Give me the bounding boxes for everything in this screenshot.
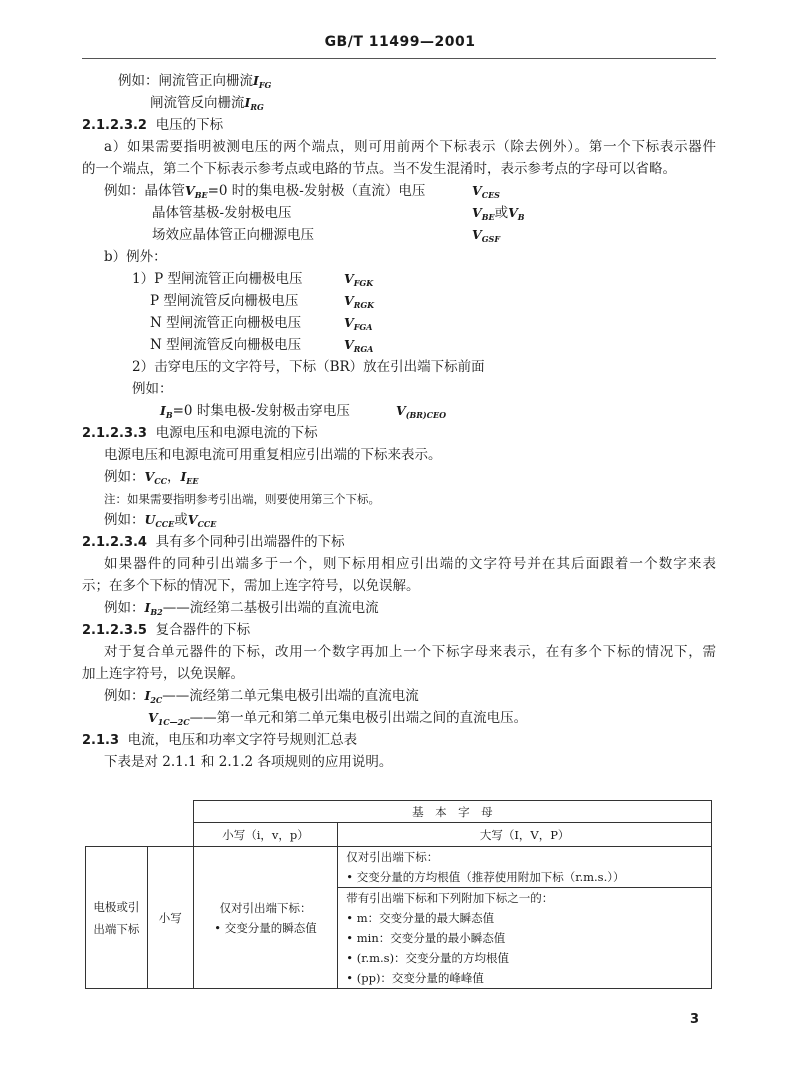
section-heading: 2.1.2.3.5 复合器件的下标 [82,622,251,638]
page-number: 3 [690,1012,700,1027]
table-cell-line: • (r.m.s)：交变分量的方均根值 [346,951,510,965]
example-label: 例如： [132,381,173,397]
table-cell-line: • 交变分量的方均根值（推荐使用附加下标（r.m.s.）） [338,867,711,888]
paragraph-line: 的一个端点，第二个下标表示参考点或电路的节点。当不发生混淆时，表示参考点的字母可以省略。 [82,161,676,177]
section-heading: 2.1.2.3.3 电源电压和电源电流的下标 [82,425,318,441]
example-line: 例如：$I_{B2}——$流经第二基极引出端的直流电流 [104,600,379,617]
section-heading: 2.1.3 电流，电压和功率文字符号规则汇总表 [82,732,358,748]
paragraph-line: 如果器件的同种引出端多于一个，则下标用相应引出端的文字符号并在其后面跟着一个数字来表 [104,556,716,572]
paragraph-line: 电源电压和电源电流可用重复相应引出端的下标来表示。 [104,447,442,463]
note-line: 注：如果需要指明参考引出端，则要使用第三个下标。 [104,492,380,506]
example-line: 晶体管基极-发射极电压 [152,205,292,221]
table-cell-line: 带有引出端下标和下列附加下标之一的： [346,891,554,905]
list-item: N 型闸流管反向栅极电压 [150,337,302,353]
list-item: 2）击穿电压的文字符号，下标（BR）放在引出端下标前面 [132,359,485,375]
example-line: 闸流管反向栅流$I_{RG}$ [150,95,264,112]
table-cell-line: • 交变分量的瞬态值 [214,920,317,935]
list-item: N 型闸流管正向栅极电压 [150,315,302,331]
paragraph-line: 示；在多个下标的情况下，需加上连字符号，以免误解。 [82,578,420,594]
paragraph-line: 下表是对 2.1.1 和 2.1.2 各项规则的应用说明。 [104,754,393,770]
paragraph-line: 对于复合单元器件的下标，改用一个数字再加上一个下标字母来表示，在有多个下标的情况下，需 [104,644,716,660]
example-line: 例如：$V_{CC}$，$I_{EE}$ [104,469,199,486]
list-item: P 型闸流管反向栅极电压 [150,293,299,309]
example-line: $I_B=0$ 时集电极-发射极击穿电压 [160,403,350,420]
symbol-value: $V_{RGK}$ [344,293,375,310]
symbol-value: $V_{CES}$ [472,183,500,200]
symbol-value: $V_{FGK}$ [344,271,374,288]
paragraph-line: 加上连字符号，以免误解。 [82,666,244,682]
list-item: 1）P 型闸流管正向栅极电压 [132,271,303,287]
table-cell-line: • m：交变分量的最大瞬态值 [346,911,495,925]
table-corner-lower [86,823,194,847]
example-line: 例如：$I_{2C}——$流经第二单元集电极引出端的直流电流 [104,688,419,705]
list-heading: b）例外： [104,249,167,265]
table-row-sublabel: 小写 [147,847,193,989]
table-cell-line: • min：交变分量的最小瞬态值 [346,931,506,945]
paragraph-line: a）如果需要指明被测电压的两个端点，则可用前两个下标表示（除去例外）。第一个下标表示器件 [104,139,716,155]
symbol-value: $V_{(BR)CEO}$ [396,403,447,420]
example-line: 场效应晶体管正向栅源电压 [152,227,314,243]
symbol-value: $V_{RGA}$ [344,337,374,354]
table-header-uppercase: 大写（I，V，P） [338,823,712,847]
example-line: 例如：$U_{CCE}$或$V_{CCE}$ [104,512,217,529]
symbol-value: $V_{GSF}$ [472,227,500,244]
table-cell-line: 仅对引出端下标： [346,850,439,864]
table-row-label: 电极或引出端下标 [86,847,148,989]
table-cell-line: • (pp)：交变分量的峰峰值 [346,971,484,985]
table-cell-lowercase [193,847,338,989]
symbol-value: $V_{FGA}$ [344,315,373,332]
example-line: $V_{1C—2C}——$第一单元和第二单元集电极引出端之间的直流电压。 [148,710,528,727]
example-line: 例如：闸流管正向栅流$I_{FG}$ [118,73,272,90]
table-corner [86,801,194,823]
document-header: GB/T 11499—2001 [324,34,476,50]
rules-summary-table [85,800,712,989]
section-heading: 2.1.2.3.2 电压的下标 [82,117,224,133]
table-cell-line: 仅对引出端下标： [219,900,312,915]
table-header-lowercase: 小写（i，v，p） [193,823,338,847]
section-heading: 2.1.2.3.4 具有多个同种引出端器件的下标 [82,534,345,550]
symbol-value: $V_{BE}$或$V_B$ [472,205,525,222]
example-line: 例如：晶体管$V_{BE}=0$ 时的集电极-发射极（直流）电压 [104,183,426,200]
table-cell-uppercase [338,847,712,989]
table-top-header: 基 本 字 母 [193,801,711,823]
header-rule [82,58,716,59]
